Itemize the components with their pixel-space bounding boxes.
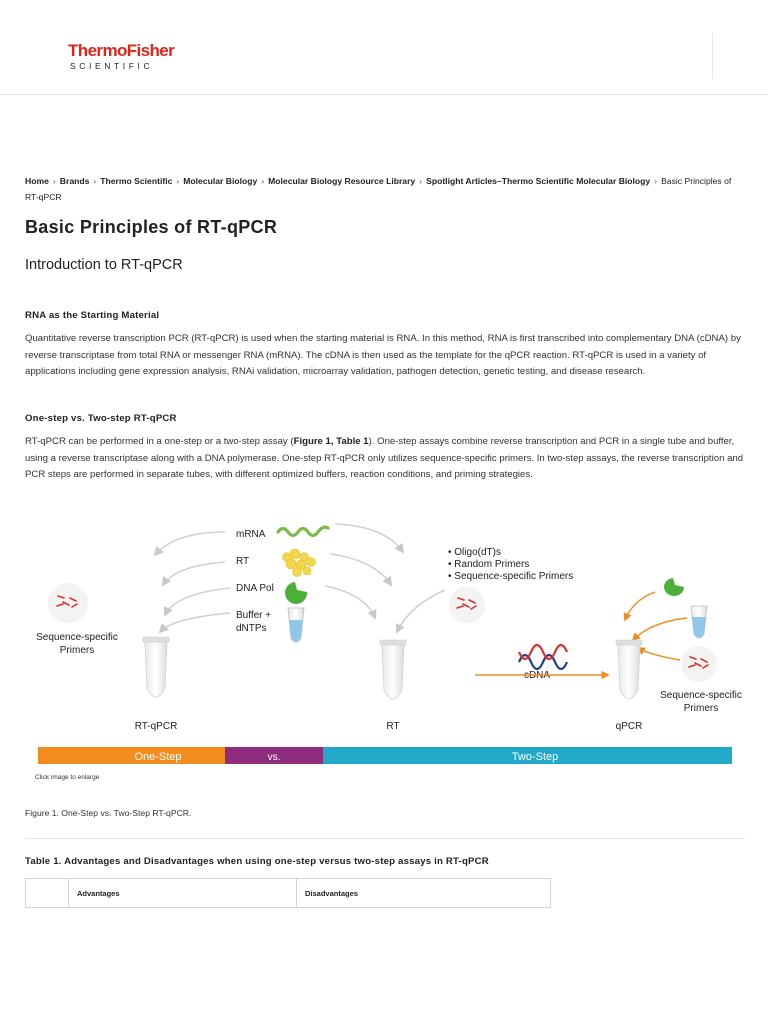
reagent-label-dna-pol: DNA Pol <box>236 583 274 594</box>
breadcrumb-thermo-scientific[interactable]: Thermo Scientific <box>100 176 173 186</box>
section-heading-one-two-step: One-step vs. Two-step RT-qPCR <box>25 413 177 424</box>
right-primers-label: Sequence-specific <box>660 690 742 701</box>
table-header-row <box>26 879 551 908</box>
arrow-arc <box>325 586 375 618</box>
cdna-helix-icon <box>519 645 567 669</box>
bar-label-two-step: Two-Step <box>511 751 559 763</box>
arrow-arc <box>335 524 403 552</box>
cdna-label: cDNA <box>523 670 551 681</box>
dna-polymerase-icon <box>285 582 307 604</box>
table-header-advantages: Advantages <box>69 879 297 908</box>
logo-subline: SCIENTIFIC <box>70 61 154 71</box>
table-header-disadvantages: Disadvantages <box>297 879 551 908</box>
page-subtitle: Introduction to RT-qPCR <box>25 257 183 273</box>
left-primers-label: Primers <box>59 645 95 656</box>
breadcrumb-spotlight-articles[interactable]: Spotlight Articles–Thermo Scientific Molecular Biology <box>426 176 651 186</box>
buffer-tube-icon <box>288 608 304 642</box>
reagent-label-dntps: dNTPs <box>236 623 267 634</box>
rt-qpcr-tube-icon <box>143 637 169 697</box>
section-body-one-two-step <box>25 434 745 484</box>
reagent-label-buffer: Buffer + <box>236 610 272 621</box>
thermofisher-logo[interactable] <box>68 42 174 71</box>
bar-label-one-step: One-Step <box>134 751 182 763</box>
left-primers-label: Sequence-specific <box>36 632 118 643</box>
breadcrumb-separator: › <box>419 176 423 186</box>
arrow-arc <box>625 592 655 620</box>
primers-circle-middle-icon <box>449 587 485 623</box>
tube-label-rt: RT <box>386 721 400 732</box>
qpcr-tube-icon <box>616 640 642 699</box>
enlarge-image-link[interactable]: Click image to enlarge <box>35 774 100 781</box>
site-header <box>0 0 768 95</box>
breadcrumb-current: Basic Principles of RT-qPCR <box>25 176 732 202</box>
dna-polymerase-right-icon <box>664 578 684 596</box>
breadcrumb-separator: › <box>176 176 180 186</box>
table-title: Table 1. Advantages and Disadvantages when using one-step versus two-step assays in RT-qPCR <box>25 856 489 867</box>
arrows-to-rt-qpcr <box>155 532 230 632</box>
mrna-strand-icon <box>278 527 328 535</box>
tube-label-qpcr: qPCR <box>615 721 643 732</box>
section-body-rna: Quantitative reverse transcription PCR (RT-qPCR) is used when the starting material is RNA. In this method, RNA is first transcribed into complementary DNA (cDNA) by reverse transcriptase from total RNA or messenger RNA (mRNA). The cDNA is then used as the template for the qPCR reaction. RT-qPCR is used in a variety of applications including gene expression analysis, RNAi validation, microarray validation, pathogen detection, genetic testing, and disease research. <box>25 333 741 378</box>
arrow-arc <box>163 562 225 585</box>
primer-option-oligo-dt: • Oligo(dT)s <box>448 547 501 558</box>
tube-label-rt-qpcr: RT-qPCR <box>134 721 178 732</box>
rt-tube-icon <box>380 640 406 699</box>
logo-wordmark: ThermoFisher <box>68 41 175 60</box>
figure-one-vs-two-step[interactable] <box>25 510 745 770</box>
body-text: ). One-step assays combine reverse transcription and PCR in a single tube and buffer, using a reverse transcriptase along with a DNA polymerase. One-step RT-qPCR only utilizes sequence-specific primers. In two-step assays, the reverse transcription and PCR steps are performed in separate tubes, with different optimized buffers, reaction conditions, and priming strategies. <box>25 436 744 481</box>
arrow-arc <box>330 554 391 585</box>
right-primers-label: Primers <box>683 703 719 714</box>
primer-option-random: • Random Primers <box>448 559 530 570</box>
bar-one-step <box>38 747 225 764</box>
arrow-arc <box>638 648 680 660</box>
figure-svg <box>25 510 745 770</box>
breadcrumb <box>25 173 745 205</box>
body-text: RT-qPCR can be performed in a one-step or a two-step assay ( <box>25 436 294 447</box>
arrow-arc <box>397 590 445 632</box>
header-divider <box>712 33 713 79</box>
bar-label-vs: vs. <box>267 752 281 763</box>
reverse-transcriptase-icon <box>283 549 316 577</box>
breadcrumb-resource-library[interactable]: Molecular Biology Resource Library <box>268 176 416 186</box>
arrow-arc <box>160 613 230 632</box>
breadcrumb-separator: › <box>654 176 658 186</box>
breadcrumb-separator: › <box>52 176 56 186</box>
figure-caption: Figure 1. One-Step vs. Two-Step RT-qPCR. <box>25 808 192 818</box>
breadcrumb-separator: › <box>261 176 265 186</box>
breadcrumb-separator: › <box>93 176 97 186</box>
breadcrumb-molecular-biology[interactable]: Molecular Biology <box>183 176 258 186</box>
figure-reference-link: Figure 1, Table 1 <box>293 436 369 447</box>
arrow-arc <box>165 588 230 615</box>
reagent-label-mrna: mRNA <box>236 529 266 540</box>
arrow-arc <box>155 532 225 555</box>
arrows-to-rt <box>325 524 445 632</box>
advantages-table <box>25 878 551 908</box>
primers-circle-right-icon <box>681 646 717 682</box>
primers-circle-left-icon <box>48 583 88 623</box>
buffer-tube-right-icon <box>691 606 707 638</box>
primer-option-sequence-specific: • Sequence-specific Primers <box>448 571 574 582</box>
page-title: Basic Principles of RT-qPCR <box>25 217 278 237</box>
table-header-blank <box>26 879 69 908</box>
section-divider <box>25 838 745 839</box>
reagent-label-rt: RT <box>236 556 250 567</box>
arrow-arc <box>633 618 687 640</box>
breadcrumb-brands[interactable]: Brands <box>59 176 90 186</box>
breadcrumb-home[interactable]: Home <box>25 176 49 186</box>
section-heading-rna: RNA as the Starting Material <box>25 310 160 321</box>
